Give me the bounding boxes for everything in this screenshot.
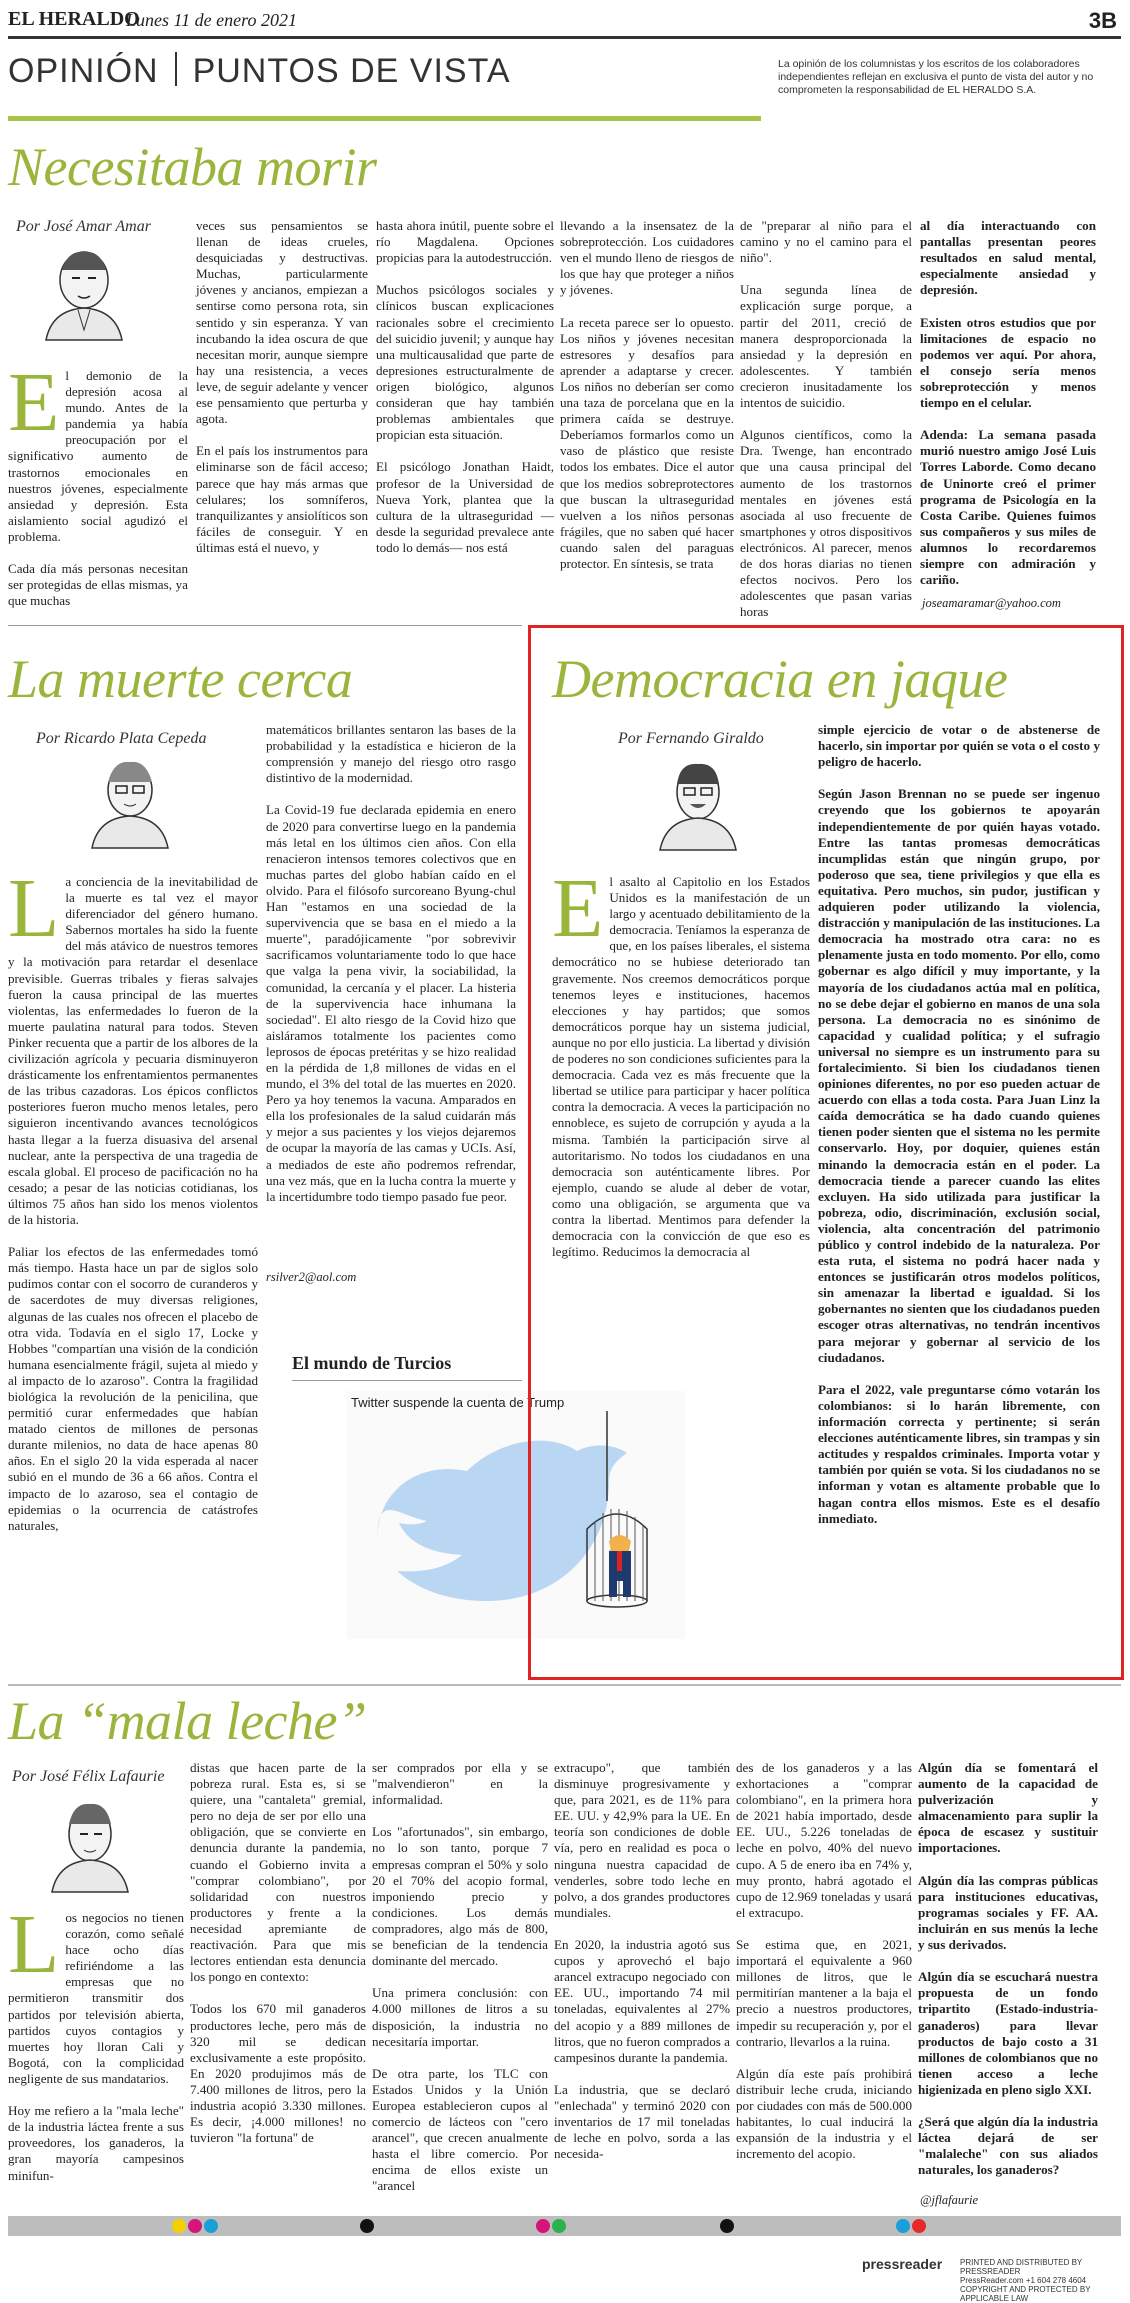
article-column — [8, 862, 258, 1614]
article-column: veces sus pensamientos se llenan de ideas crueles, desquiciadas y destructivas. Muchas, particularmente jóvenes y ancianos, empiezan a sentirse como persona rota, sin sentido y sin esperanza. Y van incubando la idea oscura de que necesitan morir, aunque siempre hay una resistencia, a veces leve, de seguir adelante y vencer ese pensamiento que perturba y agota. En el país los instrumentos para eliminarse son de fácil acceso; parece que hay más armas que celulares; los somníferos, tranquilizantes y ansiolíticos son fáciles de conseguir. Y en últimas está el nuevo, y — [196, 218, 368, 555]
article-column: al día interactuando con pantallas presentan peores resultados en salud mental, especialmente ansiedad y depresión. Existen otros estudios que por limitaciones de espacio no podemos ver aquí. Por ahora, el consejo sería menos sobreprotección y menos tiempo en el celular. Adenda: La semana pasada murió nuestro amigo José Luis Torres Laborde. Como decano de Uninorte creó el primer programa de Psicología en la Costa Caribe. Quienes fuimos sus compañeros y sus miles de alumnos lo recordaremos siempre con admiración y cariño. — [920, 218, 1096, 588]
author-portrait — [48, 1794, 132, 1892]
article-column: matemáticos brillantes sentaron las bases de la probabilidad y la estadística e hicieron de la comprensión y manejo del riesgo otro rasgo distintivo de la modernidad. La Covid-19 fue declarada epidemia en enero de 2020 para convertirse luego en la pandemia más letal en los últimos cien años. Con ella renacieron intensos temores colectivos que en muchas partes del globo habían caído en el olvido. Para el filósofo surcoreano Byung-chul Han "estamos en una sociedad de la supervivencia que se basa en el miedo a la muerte", paradójicamente "por sobrevivir sacrificamos voluntariamente todo lo que hace que valga la pena vivir, la sociabilidad, la comunidad, la cercanía y el placer. La histeria de la supervivencia hace inhumana la sociedad". El alto riesgo de la Covid hizo que aisláramos totalmente los pacientes como leprosos de épocas pretéritas y se hizo realidad en la pérdida de 1,8 millones de vidas en el mundo, el 3% del total de las muertes en 2020. Pero ya hoy tenemos la vacuna. Amparados en ella los profesionales de la salud cuidarán más y mejor a sus pacientes y los viejos dejaremos de ocupar la mayoría de las camas y UCIs. Así, a mediados de este año podremos refrendar, una vez más, que en la lucha contra la muerte y la incertidumbre todo tiempo pasado fue peor. — [266, 722, 516, 1204]
article-column: extracupo", que también disminuye progresivamente y que, para 2021, es de 11% para EE. UU. y 42,9% para la UE. En teoría son condiciones de doble vía, pero en realidad es poca o ninguna nuestra capacidad de venderles, sobre todo leche en polvo, a dos grandes productores mundiales. En 2020, la industria agotó sus cupos y aprovechó el bajo arancel extracupo negociado con EE. UU., importando 74 mil toneladas, equivalentes al 27% del acopio y a 889 millones de litros, que no fueron comprados a campesinos durante la pandemia. La industria, que se declaró "enlechada" y terminó 2020 con inventarios de 17 mil toneladas de leche en polvo, sorda a las necesida- — [554, 1760, 730, 2162]
cartoon-rule — [292, 1380, 522, 1381]
article-column: des de los ganaderos y a las exhortaciones a "comprar colombiano", en la primera hora de 2021 había importado, desde EE. UU., 5.226 toneladas de leche en polvo, 40% del nuevo cupo. A 5 de enero iba en 74% y, muy pronto, habrá agotado el cupo de 12.969 toneladas y usará el extracupo. Se estima que, en 2021, importará el equivalente a 960 millones de litros, que le permitirían mantener a la baja el precio a nuestros productores, impedir su recuperación y, por el contrario, llevarlos a la ruina. Algún día este país prohibirá distribuir leche cruda, iniciando por ciudades con más de 500.000 habitantes, lo cual inducirá la expansión de la industria y el incremento del acopio. — [736, 1760, 912, 2162]
footer-link[interactable]: PressReader.com — [960, 2276, 1024, 2285]
article-byline: Por Fernando Giraldo — [618, 730, 764, 747]
pressreader-logo: pressreader — [862, 2256, 943, 2272]
section-accent-bar — [8, 116, 761, 121]
column-text: a conciencia de la inevitabilidad de la muerte es tal vez el mayor diferenciador del género humano. Sabernos mortales ha sido la fuente del más atávico de nuestros temores y la motivación para retardar el desenlace previsible. Guerras tribales y fieras salvajes fueron la causa principal de las muertes violentas, las enfermedades lo fueron de la muerte paulatina natural para todos. Steven Pinker recuenta que a partir de los albores de la civilización agrícola y pecuaria disminuyeron drásticamente los enfrentamientos permanentes de las tribus cazadoras. Los épicos conflictos posteriores fueron mucho menos letales, pero siguieron incentivando avances tecnológicos hasta llegar a la fuerza disuasiva del arsenal nuclear, ante la perspectiva de una tragedia de escala global. El proceso de pacificación no ha cesado; a pesar de las noticias cotidianas, los últimos 75 años han sido los menos violentos de la historia. Paliar los efectos de las enfermedades tomó más tiempo. Hasta hace un par de siglos solo pudimos contar con el socorro de curanderos y de sacerdotes de muy diversas religiones, algunas de las cuales nos ofrecen el placebo de otra vida. Todavía en el siglo 17, Locke y Hobbes "compartían una visión de la condición humana esencialmente frágil, sujeta al miedo y al impacto de lo azaroso". Contra la fragilidad biológica la revolución de la penicilina, que permitió curar enfermedades que habían matado cientos de millones de personas durante milenios, no data de hace apenas 80 años. En el siglo 20 la vida esperada al nacer subió en el mundo de 36 a 66 años. Contra el impacto de lo azaroso, sea el contagio de epidemias o la ocurrencia de catástrofes naturales, — [8, 874, 258, 1533]
registration-dot — [896, 2219, 910, 2233]
article-byline: Por Ricardo Plata Cepeda — [36, 730, 207, 747]
section-separator — [175, 52, 177, 86]
article-headline: Necesitaba morir — [8, 137, 377, 197]
article-column: simple ejercicio de votar o de abstenerse de hacerlo, sin importar por quién se vota o el costo y peligro de hacerlo. Según Jason Brennan no se puede ser ingenuo creyendo que los gobiernos te apoyarán independientemente de por quién hayas votado. Entre las tantas promesas democráticas incumplidas están que ningún grupo, por poderoso que sea, tiene privilegios y que ella es equitativa. Pero muchos, sin pudor, justifican y adquieren poder utilizando la violencia, distracción y manipulación de las instituciones. La democracia ha mostrado otra cara: no es plenamente justa en todo momento. Por ello, como gobernar es algo difícil y muy importante, y la mayoría de los ciudadanos actúa mal en política, no se debe dejar el gobierno en manos de una sola persona. La democracia no es sinónimo de capacidad y cualidad política; y el sufragio universal no siempre es un instrumento para su fortalecimiento. Si bien los ciudadanos tienen opiniones diferentes, no por eso pueden actuar de acuerdo con ellas a toda costa. Para Juan Linz la caída democrática se ha dado cuando quienes tienen poder sienten que el sistema no les permite conservarlo. Hoy, por doquier, quienes están minando la democracia están en el poder. La democracia tiende a parecer cuando las elites excluyen. Ha sido utilizada para justificar la pobreza, odio, discriminación, exclusión social, violencia, alta concentración del patrimonio público y control indebido de la naturaleza. Por esta ruta, el sistema no podrá hacer nada y entonces se justificarán otros modelos políticos, sin amenazar la libertad e igualdad. Si los gobernantes no sienten que los ciudadanos pueden escoger otras alternativas, no tendrán incentivos para mejorar y gobernar al servicio de los ciudadanos. Para el 2022, vale preguntarse cómo votarán los colombianos: si lo harán libremente, con información correcta y pertinente; si serán elecciones auténticamente libres, sin trampas y sin actitudes y respaldos criminales. Importa votar y también por quién se vota. Si los ciudadanos no se informan y votan es altamente probable que lo hagan contra ellos mismos. Este es el desafío inmediato. — [818, 722, 1100, 1526]
article-headline: Democracia en jaque — [552, 649, 1008, 709]
footer-line: COPYRIGHT AND PROTECTED BY APPLICABLE LAW — [960, 2285, 1091, 2303]
article-byline: Por José Amar Amar — [16, 218, 151, 235]
column-text: os negocios no tienen corazón, como señalé hace ocho días refiriéndome a las empresas que no permitieron transmitir dos partidos por televisión abierta, partidos cuyos contagios y muertes hoy lloran Cali y Bogotá, con la complicidad negligente de sus mandatarios. Hoy me refiero a la "mala leche" de la industria láctea frente a sus proveedores, los ganaderos, la gran mayoría campesinos minifun- — [8, 1910, 184, 2183]
author-portrait — [88, 752, 172, 848]
newspaper-name: EL HERALDO — [8, 8, 140, 30]
registration-dot — [720, 2219, 734, 2233]
article-column — [8, 356, 188, 609]
article-column: hasta ahora inútil, puente sobre el río Magdalena. Opciones propicias para la autodestrucción. Muchos psicólogos sociales y clínicos buscan explicaciones racionales sobre el crecimiento del suicidio juvenil; y aunque hay una multicausalidad que parte de depresiones estructuralmente de origen biológico, algunos consideran que hay también problemas ambientales que propician esta situación. El psicólogo Jonathan Haidt, profesor de la Universidad de Nueva York, plantea que la cultura de la ultraseguridad —desde la seguridad prevalece ante todo lo demás— nos está — [376, 218, 554, 555]
registration-dot — [552, 2219, 566, 2233]
author-portrait — [38, 240, 130, 340]
article-divider — [8, 625, 522, 626]
cartoon-caption: Twitter suspende la cuenta de Trump — [351, 1395, 565, 1410]
registration-dot — [172, 2219, 186, 2233]
masthead-rule — [8, 36, 1121, 39]
column-text: l asalto al Capitolio en los Estados Unidos es la manifestación de un largo y acentuado debilitamiento de la democracia. Teníamos la esperanza de que, en los países liberales, el sistema democrático no se hubiese deteriorado tan gravemente. Nos creemos democráticos porque tenemos leyes e instituciones, hacemos elecciones y hay partidos; que somos democráticos porque hay un sistema judicial, aunque no por ello justicia. La libertad y división de poderes no son condiciones suficientes para la democracia. Cada vez es más frecuente que la libertad se utilice para participar y hacer política contra la democracia. A veces la participación no ennoblece, es sujeto de corrupción y ayuda a la misma. También la participación sirve al autoritarismo. No todos los ciudadanos en una democracia son auténticamente libres. Por ejemplo, cuando se alude al deber de votar, como una obligación, se argumenta que va contra la libertad. Mentimos para defender la democracia con la convicción de que eso es legítimo. Reducimos la democracia al — [552, 874, 810, 1260]
article-column — [552, 862, 810, 1354]
article-headline: La “mala leche” — [8, 1691, 367, 1751]
author-email: joseamaramar@yahoo.com — [922, 596, 1061, 610]
article-column: ser comprados por ella y se "malvendieron" en la informalidad. Los "afortunados", sin embargo, no lo son tanto, porque 7 empresas compran el 50% y solo 20 el 70% del acopio formal, imponiendo precio y condiciones. Los demás compradores, algo más de 800, se benefician de la tendencia dominante del mercado. Una primera conclusión: con 4.000 millones de litros a su disposición, la industria no necesitaría importar. De otra parte, los TLC con Estados Unidos y la Unión Europea establecieron cupos al comercio de lácteos con "cero arancel", que crecen anualmente hasta el libre comercio. Por encima de ellos existe un "arancel — [372, 1760, 548, 2194]
footer-phone: +1 604 278 4604 — [1025, 2276, 1087, 2285]
section-disclaimer: La opinión de los columnistas y los escritos de los colaboradores independientes reflejan en exclusiva el punto de vista del autor y no comprometen la responsabilidad de EL HERALDO S.A. — [778, 58, 1094, 96]
section-title — [8, 52, 511, 100]
drop-cap: E — [552, 862, 604, 955]
article-byline: Por José Félix Lafaurie — [12, 1768, 165, 1785]
article-column: distas que hacen parte de la pobreza rural. Esta es, si se quiere, una "cantaleta" gremial, pero no deja de ser por ello una obligación, que se convierte en denuncia durante la pandemia, cuando el Gobierno invita a "comprar colombiano", por solidaridad con nuestros productores y frente a la necesidad apremiante de reactivación. Para que mis lectores entiendan esta denuncia los pongo en contexto: Todos los 670 mil ganaderos productores leche, pero más de 320 mil se dedican exclusivamente a este propósito. En 2020 produjimos más de 7.400 millones de litros, pero la industria acopió 3.330 millones. Es decir, ¡4.000 millones! no tuvieron "la fortuna" de — [190, 1760, 366, 2146]
registration-dot — [912, 2219, 926, 2233]
article-divider — [8, 1684, 1121, 1686]
drop-cap: L — [8, 1898, 60, 1991]
article-column: llevando a la insensatez de la sobreprotección. Los cuidadores ven el mundo lleno de riesgos de los que hay que proteger a niños y jóvenes. La receta parece ser lo opuesto. Los niños y jóvenes necesitan estresores y desafíos para aprender a adaptarse y crecer. Los niños no deberían ser como una taza de porcelana que en la primera caída se destruye. Deberíamos formarlos como un vaso de plástico que resiste todos los embates. Dice el autor que los medios sobreprotectores que buscan la ultraseguridad vuelven a los niños personas frágiles, que no saben qué hacer cuando salen del paraguas protector. En síntesis, se trata — [560, 218, 734, 571]
footer-line: PRINTED AND DISTRIBUTED BY PRESSREADER — [960, 2258, 1083, 2276]
registration-dot — [188, 2219, 202, 2233]
page-number: 3B — [1088, 8, 1117, 33]
article-column: de "preparar al niño para el camino y no el camino para el niño". Una segunda línea de explicación surge porque, a partir del 2011, creció de manera desproporcionada la ansiedad y la depresión en adolescentes. Y también crecieron inusitadamente los intentos de suicidio. Algunos científicos, como la Dra. Twenge, han encontrado que una causa principal del aumento de los trastornos mentales en jóvenes está asociada al uso frecuente de smartphones y otros dispositivos electrónicos. Al parecer, menos de dos horas diarias no tienen efectos nocivos. Pero los adolescentes que pasan varias horas — [740, 218, 912, 620]
section-right: PUNTOS DE VISTA — [192, 52, 511, 90]
drop-cap: E — [8, 356, 60, 449]
registration-dot — [360, 2219, 374, 2233]
author-email: rsilver2@aol.com — [266, 1270, 357, 1284]
author-email: @jflafaurie — [920, 2193, 979, 2207]
author-portrait — [656, 752, 740, 850]
cartoon-title: El mundo de Turcios — [292, 1353, 452, 1373]
article-column — [8, 1898, 184, 2210]
article-headline: La muerte cerca — [8, 649, 353, 709]
section-left: OPINIÓN — [8, 52, 159, 90]
issue-date: Lunes 11 de enero 2021 — [126, 10, 297, 30]
drop-cap: L — [8, 862, 60, 955]
registration-dot — [536, 2219, 550, 2233]
registration-dot — [204, 2219, 218, 2233]
column-text: l demonio de la depresión acosa al mundo. Antes de la pandemia ya había preocupación por el significativo aumento de trastornos emocionales en nuestros jóvenes, especialmente ansiedad y depresión. Esta aislamiento social agudizó el problema. Cada día más personas necesitan ser protegidas de ellas mismas, ya que muchas — [8, 368, 188, 609]
article-column: Algún día se fomentará el aumento de la capacidad de pulverización y almacenamiento para suplir la época de escasez y sustituir importaciones. Algún día las compras públicas para instituciones educativas, programas sociales y FF. AA. incluirán en sus menús la leche y sus derivados. Algún día se escuchará nuestra propuesta de un fondo tripartito (Estado-industria- ganaderos) para llevar productos de bajo costo a 31 millones de colombianos que no tienen acceso a leche higienizada en pleno siglo XXI. ¿Será que algún día la industria láctea dejará de ser "malaleche" con sus aliados naturales, los ganaderos? — [918, 1760, 1098, 2178]
masthead — [8, 4, 1121, 38]
